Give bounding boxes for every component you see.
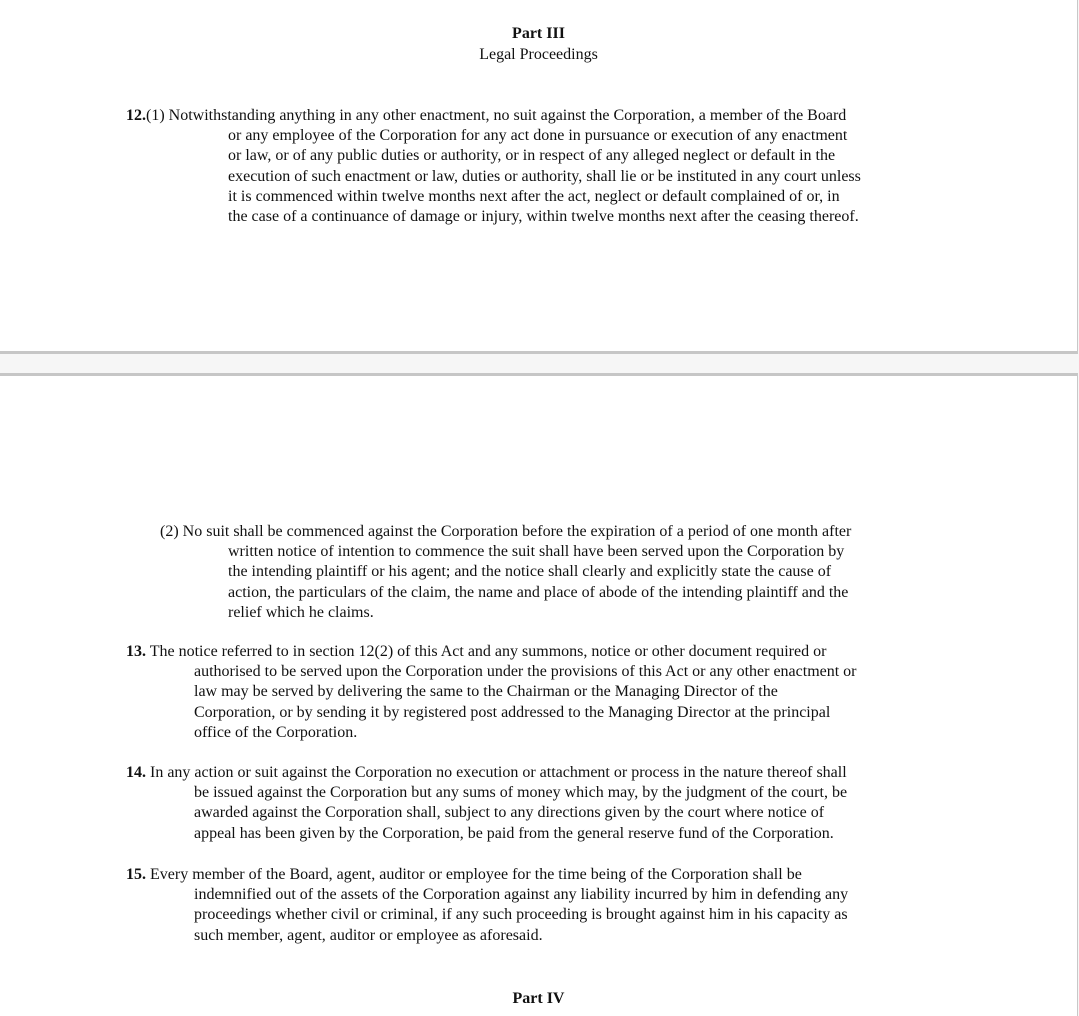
section-13 xyxy=(126,642,857,743)
document-page-1 xyxy=(0,0,1078,354)
paragraph-line: be issued against the Corporation but any sums of money which may, by the judgment of the court, be xyxy=(194,784,848,802)
next-part-heading: Part IV xyxy=(512,990,565,1007)
part-title: Legal Proceedings xyxy=(479,46,598,63)
paragraph-line: law may be served by delivering the same to the Chairman or the Managing Director of the xyxy=(194,683,778,701)
paragraph-line: the case of a continuance of damage or injury, within twelve months next after the ceasing thereof. xyxy=(228,208,859,226)
paragraph-line: authorised to be served upon the Corporation under the provisions of this Act or any other enactment or xyxy=(194,663,857,681)
paragraph-line: execution of such enactment or law, duties or authority, shall lie or be instituted in any court unless xyxy=(228,167,861,185)
section-number: 14. xyxy=(126,764,146,781)
line-text: (1) Notwithstanding anything in any other enactment, no suit against the Corporation, a member of the Board xyxy=(146,107,847,124)
paragraph-line: or law, or of any public duties or authority, or in respect of any alleged neglect or default in the xyxy=(228,147,836,165)
paragraph-line xyxy=(126,642,857,662)
line-text: The notice referred to in section 12(2) of this Act and any summons, notice or other document required or xyxy=(146,643,827,660)
section-14 xyxy=(126,763,847,844)
paragraph-line: appeal has been given by the Corporation, be paid from the general reserve fund of the Corporation. xyxy=(194,824,834,842)
paragraph-line: relief which he claims. xyxy=(228,603,374,621)
paragraph-line: indemnified out of the assets of the Corporation against any liability incurred by him in defending any xyxy=(194,886,849,904)
section-number: 13. xyxy=(126,643,146,660)
part-heading: Part III xyxy=(512,25,565,42)
paragraph-line xyxy=(126,865,848,885)
document-page-2 xyxy=(0,373,1078,1016)
paragraph-line xyxy=(126,106,861,126)
section-15 xyxy=(126,865,848,946)
section-number: 12. xyxy=(126,107,146,124)
paragraph-line: office of the Corporation. xyxy=(194,723,358,741)
paragraph-line: such member, agent, auditor or employee as aforesaid. xyxy=(194,926,543,944)
paragraph-line: the intending plaintiff or his agent; and the notice shall clearly and explicitly state the cause of xyxy=(228,563,832,581)
paragraph-line: written notice of intention to commence the suit shall have been served upon the Corporation by xyxy=(228,543,845,561)
line-text: In any action or suit against the Corporation no execution or attachment or process in the nature thereof shall xyxy=(146,764,847,781)
paragraph-line: proceedings whether civil or criminal, if any such proceeding is brought against him in his capacity as xyxy=(194,906,848,924)
paragraph-line: or any employee of the Corporation for any act done in pursuance or execution of any enactment xyxy=(228,127,848,145)
paragraph-line xyxy=(126,763,847,783)
paragraph-line: awarded against the Corporation shall, subject to any directions given by the court where notice of xyxy=(194,804,825,822)
paragraph-line: action, the particulars of the claim, the name and place of abode of the intending plaintiff and the xyxy=(228,583,849,601)
paragraph-line: Corporation, or by sending it by registered post addressed to the Managing Director at the principal xyxy=(194,703,831,721)
paragraph-line: (2) No suit shall be commenced against the Corporation before the expiration of a period of one month after xyxy=(160,523,852,540)
section-12-1 xyxy=(126,106,861,227)
section-number: 15. xyxy=(126,866,146,883)
paragraph-line: it is commenced within twelve months next after the act, neglect or default complained of or, in xyxy=(228,187,840,205)
line-text: Every member of the Board, agent, auditor or employee for the time being of the Corporation shall be xyxy=(146,866,802,883)
section-12-2 xyxy=(160,522,851,623)
